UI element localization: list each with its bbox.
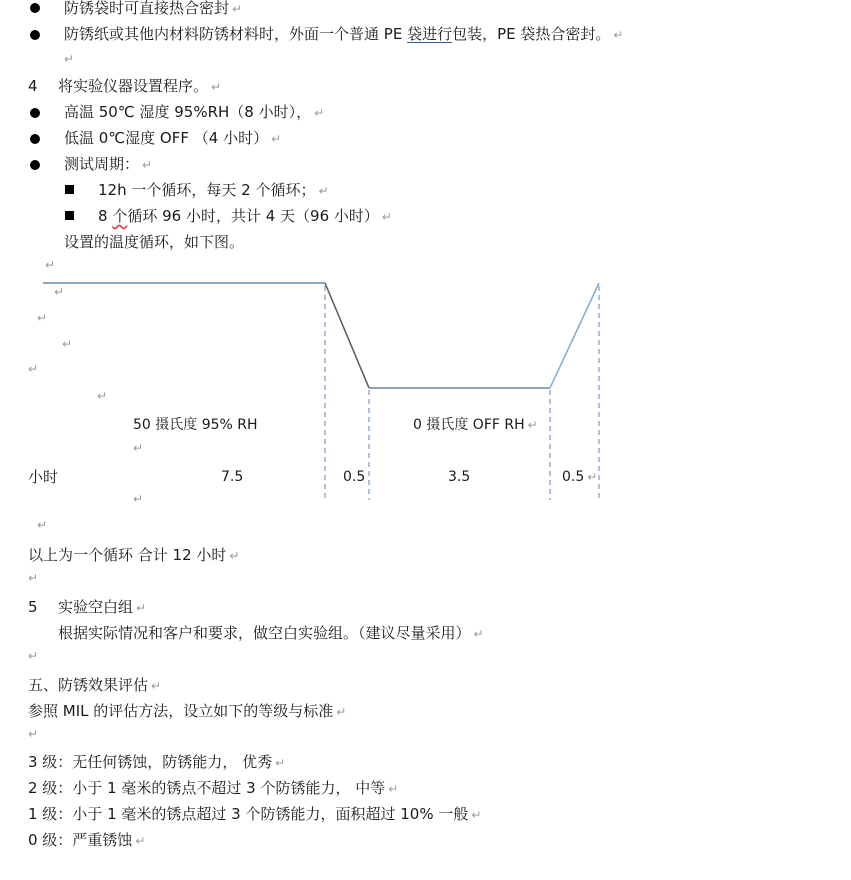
bullet-item-high-temp: 高温 50℃ 湿度 95%RH（8 小时）， ↵ — [64, 103, 325, 121]
paragraph-mark-icon: ↵ — [28, 571, 39, 585]
paragraph-mark-icon: ↵ — [136, 601, 147, 615]
step-5-description: 根据实际情况和客户和要求，做空白实验组。（建议尽量采用） ↵ — [58, 624, 484, 642]
paragraph-mark-icon: ↵ — [211, 80, 222, 94]
heating-ramp-line — [550, 283, 599, 388]
paragraph-mark-icon: ↵ — [381, 210, 392, 224]
paragraph-mark-icon: ↵ — [151, 679, 162, 693]
bullet-item-test-cycle: 测试周期： ↵ — [64, 155, 153, 173]
grammar-underlined-text: 袋进行 — [407, 25, 453, 43]
duration-label-cooling: 0.5 — [343, 469, 366, 485]
paragraph-mark-icon: ↵ — [28, 362, 39, 376]
section-5-intro: 参照 MIL 的评估方法，设立如下的等级与标准 ↵ — [28, 702, 347, 720]
chart-intro: 设置的温度循环，如下图。 — [64, 233, 245, 251]
paragraph-mark-icon: ↵ — [229, 549, 240, 563]
paragraph-mark-icon: ↵ — [527, 418, 538, 432]
paragraph-mark-icon: ↵ — [471, 808, 482, 822]
cycle-item-8-cycles: 8 个循环 96 小时，共计 4 天（96 小时） ↵ — [98, 207, 392, 225]
paragraph-mark-icon: ↵ — [271, 132, 282, 146]
paragraph-mark-icon: ↵ — [133, 441, 144, 455]
bullet-item-low-temp: 低温 0℃湿度 OFF （4 小时） ↵ — [64, 129, 282, 147]
grade-3: 3 级：无任何锈蚀，防锈能力， 优秀 ↵ — [28, 753, 286, 771]
paragraph-mark-icon: ↵ — [133, 492, 144, 506]
spellcheck-underlined-text: 个 — [112, 207, 128, 225]
paragraph-mark-icon: ↵ — [37, 311, 48, 325]
paragraph-mark-icon: ↵ — [64, 52, 75, 66]
duration-label-heating: 0.5 ↵ — [562, 469, 598, 485]
high-condition-label: 50 摄氏度 95% RH — [133, 417, 258, 433]
cycle-total: 以上为一个循环 合计 12 小时 ↵ — [28, 546, 240, 564]
paragraph-mark-icon: ↵ — [318, 184, 329, 198]
low-condition-label: 0 摄氏度 OFF RH ↵ — [413, 417, 538, 433]
paragraph-mark-icon: ↵ — [97, 389, 108, 403]
paragraph-mark-icon: ↵ — [275, 756, 286, 770]
grade-2: 2 级：小于 1 毫米的锈点不超过 3 个防锈能力， 中等 ↵ — [28, 779, 399, 797]
paragraph-mark-icon: ↵ — [37, 518, 48, 532]
bullet-item-pe-bag: 防锈纸或其他内材料防锈材料时，外面一个普通 PE 袋进行包装，PE 袋热合密封。 ↵ — [64, 25, 624, 43]
paragraph-mark-icon: ↵ — [613, 28, 624, 42]
paragraph-mark-icon: ↵ — [28, 649, 39, 663]
cycle-item-12h: 12h 一个循环，每天 2 个循环； ↵ — [98, 181, 329, 199]
paragraph-mark-icon: ↵ — [587, 470, 598, 484]
grade-1: 1 级：小于 1 毫米的锈点超过 3 个防锈能力，面积超过 10% 一般 ↵ — [28, 805, 482, 823]
duration-label-high: 7.5 — [221, 469, 244, 485]
paragraph-mark-icon: ↵ — [135, 834, 146, 848]
step-5-heading: 5 实验空白组 ↵ — [28, 598, 147, 616]
grade-0: 0 级：严重锈蚀 ↵ — [28, 831, 146, 849]
bullet-item-heat-seal: 防锈袋时可直接热合密封 ↵ — [64, 0, 243, 17]
paragraph-mark-icon: ↵ — [473, 627, 484, 641]
cooling-ramp-line — [325, 283, 369, 388]
step-4-heading: 4 将实验仪器设置程序。 ↵ — [28, 77, 222, 95]
paragraph-mark-icon: ↵ — [45, 258, 56, 272]
paragraph-mark-icon: ↵ — [388, 782, 399, 796]
paragraph-mark-icon: ↵ — [142, 158, 153, 172]
paragraph-mark-icon: ↵ — [54, 285, 65, 299]
duration-label-low: 3.5 — [448, 469, 471, 485]
paragraph-mark-icon: ↵ — [28, 727, 39, 741]
paragraph-mark-icon: ↵ — [62, 337, 73, 351]
axis-unit-label: 小时 — [28, 468, 59, 486]
paragraph-mark-icon: ↵ — [314, 106, 325, 120]
paragraph-mark-icon: ↵ — [232, 2, 243, 16]
section-5-title: 五、防锈效果评估 ↵ — [28, 676, 162, 694]
paragraph-mark-icon: ↵ — [336, 705, 347, 719]
